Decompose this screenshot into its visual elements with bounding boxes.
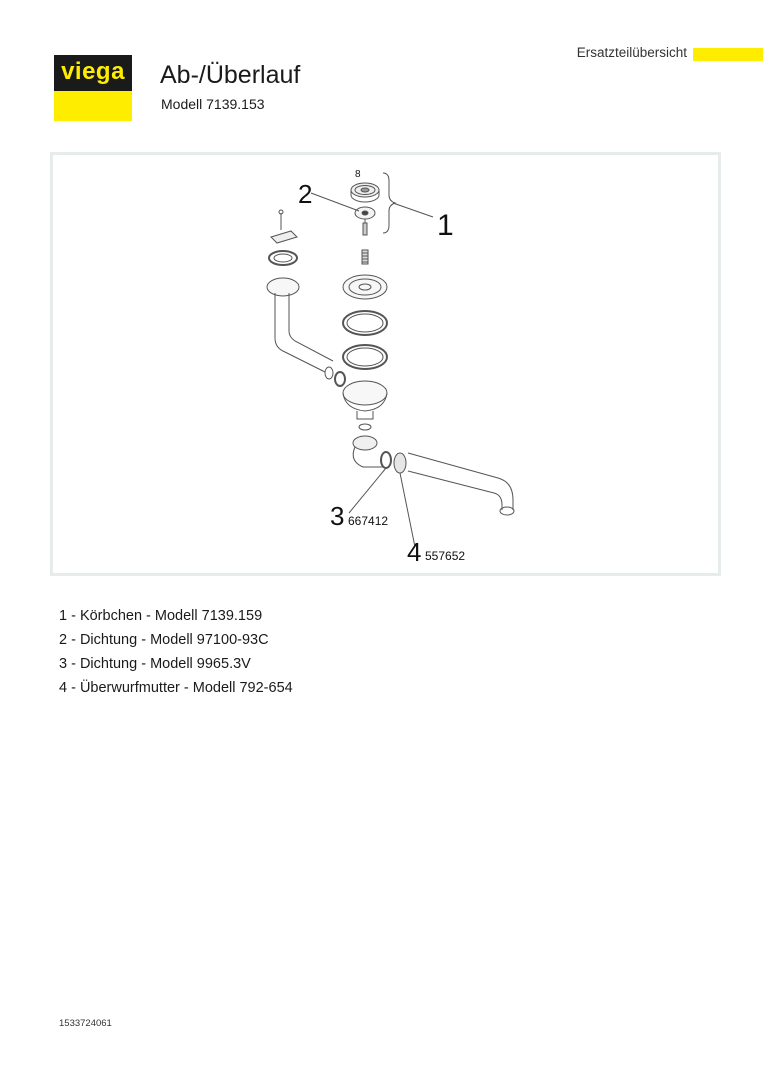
callout-1-number: 1 [437, 209, 454, 242]
valve-body-part [343, 381, 387, 430]
exploded-drawing [53, 155, 718, 573]
callout-3-line [349, 468, 386, 513]
callout-3-number: 3 [330, 501, 345, 531]
spring-part [362, 250, 368, 264]
gasket-ring-lower [343, 345, 387, 369]
logo-wordmark: viega [54, 55, 132, 91]
list-item: 4 - Überwurfmutter - Modell 792-654 [59, 680, 293, 696]
callout-4-code: 557652 [425, 549, 466, 563]
list-item: 3 - Dichtung - Modell 9965.3V [59, 656, 251, 672]
overflow-assembly-part [267, 210, 345, 386]
callout-4-line [400, 473, 415, 547]
small-part-label: 8 [355, 169, 361, 180]
list-item: 2 - Dichtung - Modell 97100-93C [59, 632, 269, 648]
gasket-ring-upper [343, 311, 387, 335]
parts-list [59, 604, 293, 700]
logo-yellow-block [54, 91, 132, 121]
document-type-bar [693, 48, 763, 61]
document-id: 1533724061 [59, 1018, 112, 1029]
page-title: Ab-/Überlauf [160, 61, 301, 89]
document-type-label: Ersatzteilübersicht [576, 45, 687, 60]
sink-strainer-part [343, 275, 387, 299]
callout-2-number: 2 [298, 179, 313, 209]
gasket-ring-upper-inner [347, 314, 383, 332]
list-item: 1 - Körbchen - Modell 7139.159 [59, 608, 263, 624]
exploded-drawing-frame [50, 152, 721, 576]
trap-elbow-part [353, 436, 514, 515]
callout-1-line [393, 203, 433, 217]
page-subtitle: Modell 7139.153 [161, 96, 265, 112]
strainer-basket-part [351, 183, 379, 202]
gasket-ring-lower-inner [347, 348, 383, 366]
callout-4-number: 4 [407, 537, 422, 567]
seal-disc-part [355, 207, 375, 235]
callout-3-code: 667412 [348, 514, 389, 528]
callout-2-line [311, 193, 359, 211]
viega-logo [54, 55, 132, 121]
